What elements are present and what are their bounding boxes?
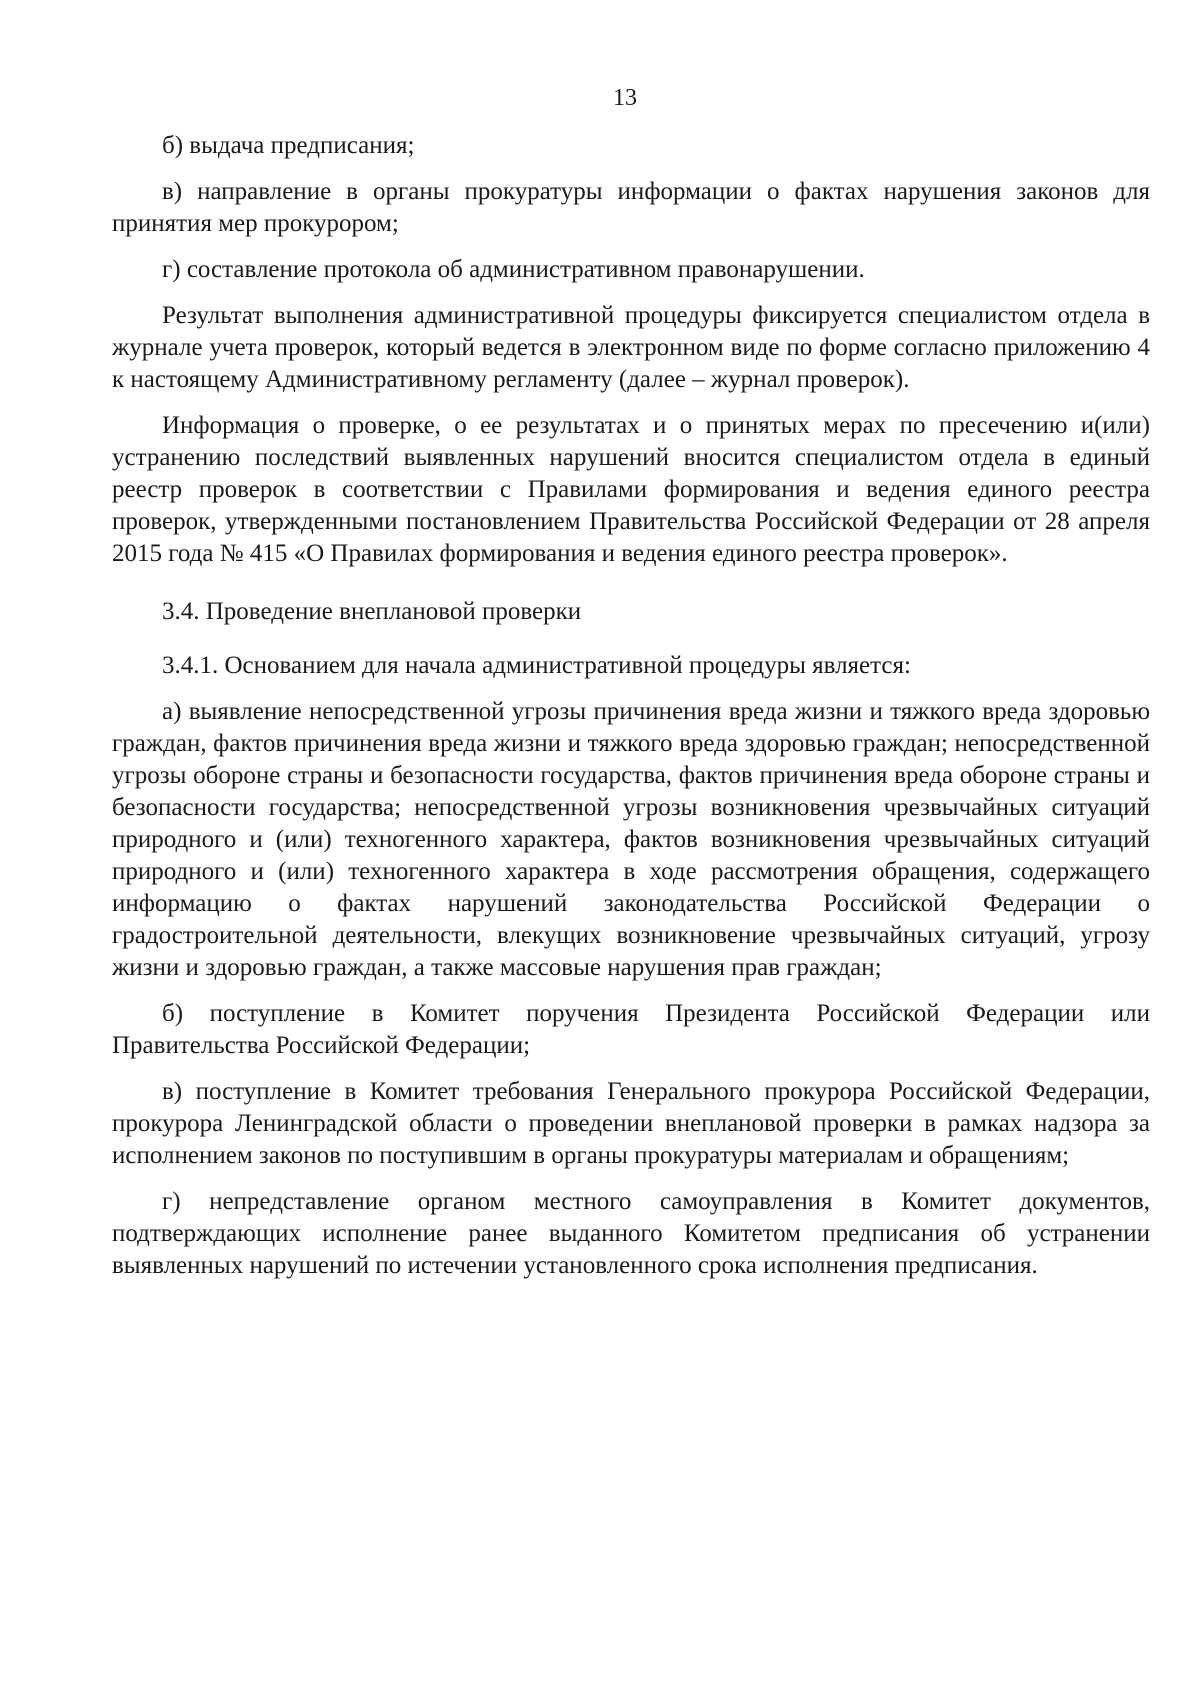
section-heading-3-4: 3.4. Проведение внеплановой проверки (162, 598, 582, 625)
document-body (112, 130, 1150, 1296)
list-item-v-prosecutor-request: в) поступление в Комитет требования Генерального прокурора Российской Федерации, прокурора Ленинградской области о проведении внеплановой проверки в рамках надзора за исполнением законов по поступившим в органы прокуратуры материалам и обращениям; (112, 1078, 1150, 1169)
section-3-4-1-intro: 3.4.1. Основанием для начала административной процедуры является: (162, 652, 911, 679)
paragraph-inspection-registry: Информация о проверке, о ее результатах и о принятых мерах по пресечению и(или) устранению последствий выявленных нарушений вносится специалистом отдела в единый реестр проверок в соответствии с Правилами формирования и ведения единого реестра проверок, утвержденными постановлением Правительства Российской Федерации от 28 апреля 2015 года № 415 «О Правилах формирования и ведения единого реестра проверок». (112, 412, 1150, 567)
page-number: 13 (613, 85, 637, 111)
list-item-v-prosecutor-notice: в) направление в органы прокуратуры информации о фактах нарушения законов для принятия мер прокурором; (112, 178, 1150, 237)
list-item-b-president-order: б) поступление в Комитет поручения Президента Российской Федерации или Правительства Российской Федерации; (112, 1000, 1150, 1059)
list-item-g-protocol: г) составление протокола об административном правонарушении. (162, 256, 865, 283)
list-item-a-threats: а) выявление непосредственной угрозы причинения вреда жизни и тяжкого вреда здоровью граждан, фактов причинения вреда жизни и тяжкого вреда здоровью граждан; непосредственной угрозы обороне страны и безопасности государства, фактов причинения вреда обороне страны и безопасности государства; непосредственной угрозы возникновения чрезвычайных ситуаций природного и (или) техногенного характера, фактов возникновения чрезвычайных ситуаций природного и (или) техногенного характера в ходе рассмотрения обращения, содержащего информацию о фактах нарушений законодательства Российской Федерации о градостроительной деятельности, влекущих возникновение чрезвычайных ситуаций, угрозу жизни и здоровью граждан, а также массовые нарушения прав граждан; (112, 698, 1150, 981)
list-item-b-issue-order: б) выдача предписания; (162, 132, 415, 159)
list-item-g-non-submission: г) непредставление органом местного самоуправления в Комитет документов, подтверждающих исполнение ранее выданного Комитетом предписания об устранении выявленных нарушений по истечении установленного срока исполнения предписания. (112, 1188, 1150, 1279)
paragraph-result-logging: Результат выполнения административной процедуры фиксируется специалистом отдела в журнале учета проверок, который ведется в электронном виде по форме согласно приложению 4 к настоящему Административному регламенту (далее – журнал проверок). (112, 302, 1150, 393)
